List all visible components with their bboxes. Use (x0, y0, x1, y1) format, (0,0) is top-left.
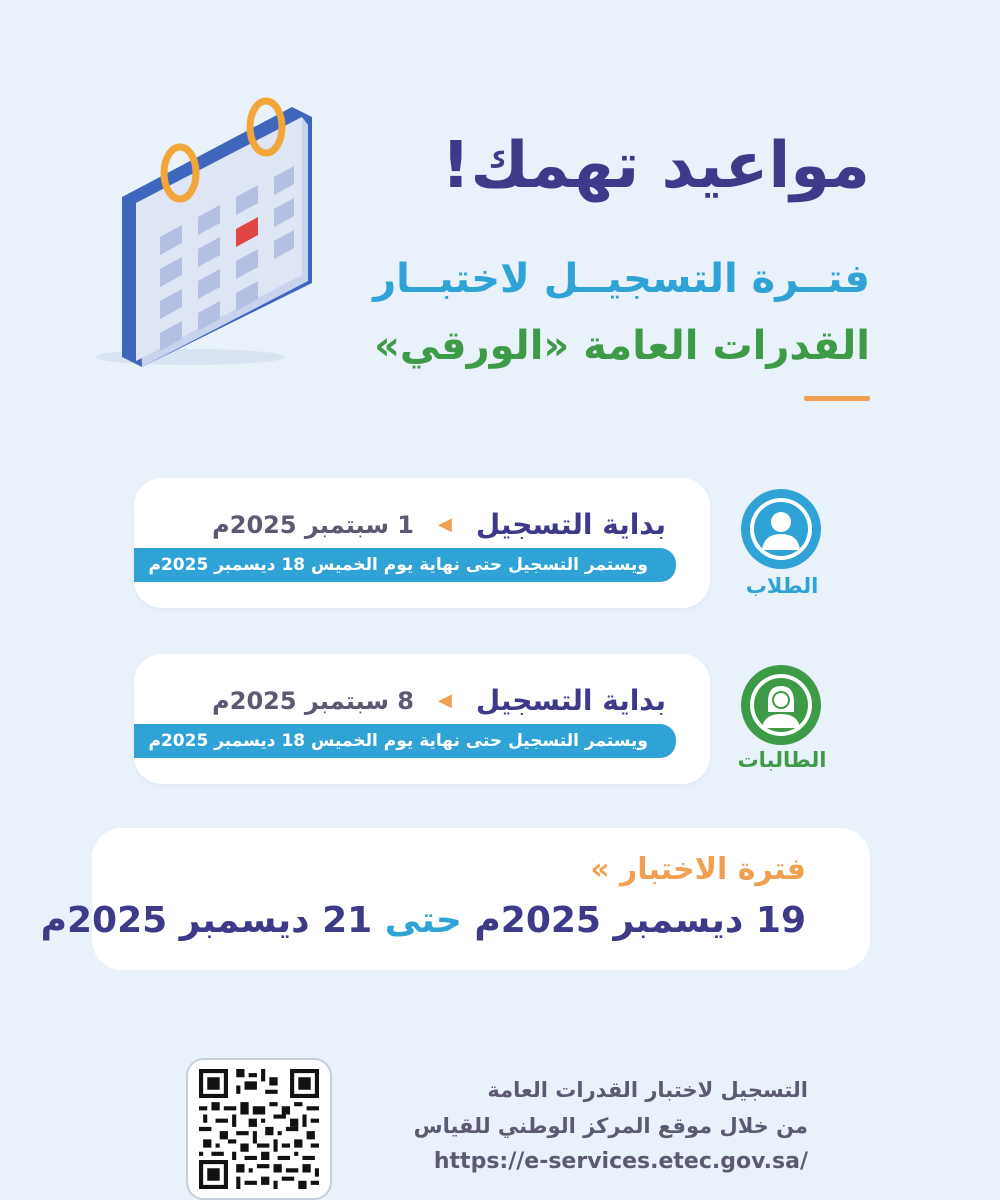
exam-start-date: 19 ديسمبر 2025م (474, 900, 806, 941)
page-title: مواعيد تهمك! (441, 129, 870, 203)
footer-line-2: من خلال موقع المركز الوطني للقياس (413, 1114, 808, 1138)
footer-line-1: التسجيل لاختبار القدرات العامة (487, 1078, 808, 1102)
arrow-left-icon: ◀ (437, 514, 452, 535)
registration-card-male (134, 478, 710, 608)
exam-period-card (40, 828, 870, 970)
subtitle-line-2: القدرات العامة «الورقي» (374, 323, 870, 369)
continue-text: ويستمر التسجيل حتى نهاية يوم الخميس 18 ديسمبر 2025م (134, 724, 676, 758)
start-label: بداية التسجيل (475, 684, 666, 717)
arrow-left-icon: ◀ (437, 690, 452, 711)
footer-text (368, 1072, 808, 1180)
audience-label-female: الطالبات (737, 748, 827, 772)
exam-period-range (41, 900, 806, 941)
subtitle-line-1: فتــرة التسجيــل لاختبــار (373, 256, 870, 302)
qr-code-pattern (199, 1069, 319, 1189)
footer-url[interactable]: https://e-services.etec.gov.sa/ (433, 1149, 808, 1174)
registration-card-female (134, 654, 710, 784)
start-date: 8 سبتمبر 2025م (212, 686, 414, 715)
female-user-icon (738, 662, 824, 748)
start-label: بداية التسجيل (475, 508, 666, 541)
exam-period-title: فترة الاختبار » (590, 852, 806, 887)
exam-end-date: 21 ديسمبر 2025م (40, 900, 373, 941)
audience-label-male: الطلاب (745, 574, 819, 598)
start-date: 1 سبتمبر 2025م (212, 510, 414, 539)
divider (804, 396, 870, 401)
calendar-icon (80, 85, 340, 375)
exam-connector: حتى (384, 900, 462, 941)
male-user-icon (738, 486, 824, 572)
continue-text: ويستمر التسجيل حتى نهاية يوم الخميس 18 ديسمبر 2025م (134, 548, 676, 582)
qr-code[interactable] (186, 1058, 332, 1200)
